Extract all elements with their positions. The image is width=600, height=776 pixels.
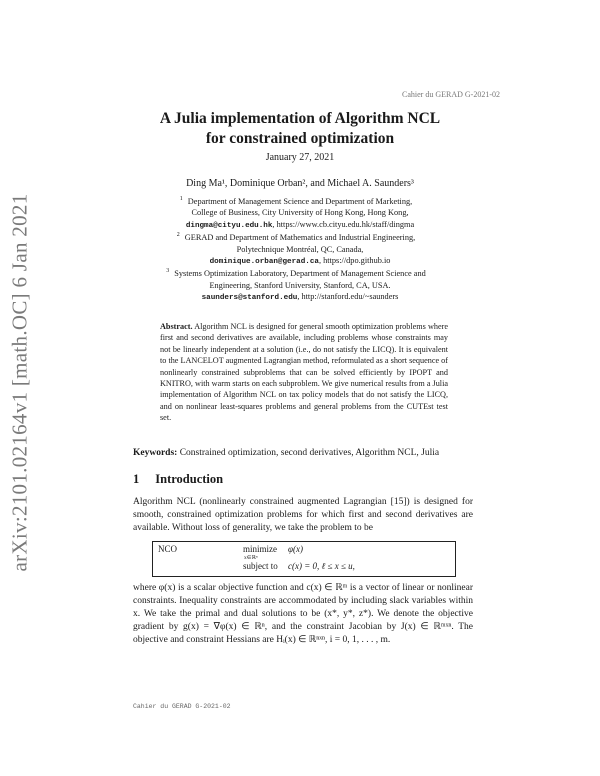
affiliation-3-email[interactable]: saunders@stanford.edu (201, 294, 298, 303)
nco-subject-to: subject to (243, 561, 278, 571)
keywords (133, 448, 439, 458)
section-heading (133, 472, 223, 487)
affiliation-3-line1: Systems Optimization Laboratory, Department of Management Science and (174, 269, 426, 279)
nco-problem-box (152, 541, 456, 577)
paper-date: January 27, 2021 (265, 152, 335, 163)
nco-minimize-subscript: x∈ℝⁿ (244, 555, 258, 561)
section-number: 1 (133, 472, 140, 486)
abstract-label: Abstract. (160, 322, 193, 331)
affiliation-1-line2: College of Business, City University of Hong Kong, Hong Kong, (191, 208, 409, 218)
affiliation-1 (150, 196, 450, 232)
title-line-2: for constrained optimization (205, 130, 395, 147)
nco-constraints: c(x) = 0, ℓ ≤ x ≤ u, (288, 561, 355, 571)
abstract-text: Algorithm NCL is designed for general smooth optimization problems where first and second derivatives are available, including problems whose constraints may not be linearly independent at a solution (i.e., do not satisfy the LICQ). It is equivalent to the LANCELOT augmented Lagrangian method, reformulated as a short sequence of nonlinearly constrained subproblems that can be solved efficiently by IPOPT and KNITRO, with warm starts on each subproblem. We give numerical results from a Julia implementation of Algorithm NCL on tax policy models that do not satisfy the LICQ, and on nonlinear least-squares problems and general problems from the CUTEst test set. (160, 322, 448, 423)
affiliations (150, 196, 450, 305)
nco-minimize: minimize (243, 544, 277, 554)
arxiv-id: arXiv:2101.02164v1 [math.OC] 6 Jan 2021 (7, 193, 32, 572)
affiliation-3-url[interactable]: , http://stanford.edu/~saunders (297, 292, 399, 302)
section-title: Introduction (155, 472, 224, 486)
affiliation-3-num: 3 (166, 268, 170, 275)
keywords-text: Constrained optimization, second derivatives, Algorithm NCL, Julia (179, 448, 440, 458)
affiliation-1-url[interactable]: , https://www.cb.cityu.edu.hk/staff/dingma (272, 219, 415, 229)
affiliation-1-num: 1 (179, 196, 183, 202)
paper-title (0, 109, 600, 149)
affiliation-2 (150, 232, 450, 268)
affiliation-2-num: 2 (176, 232, 180, 239)
affiliation-2-line2: Polytechnique Montréal, QC, Canada, (236, 244, 364, 254)
intro-paragraph-1: Algorithm NCL (nonlinearly constrained augmented Lagrangian [15]) is designed for smooth, constrained optimization problems for which first and second derivatives are available. Without loss of generality, we take the problem to be (133, 497, 473, 533)
footer-tag: Cahier du GERAD G-2021-02 (133, 703, 231, 710)
keywords-label: Keywords: (133, 448, 178, 458)
intro-paragraph-2: where φ(x) is a scalar objective function and c(x) ∈ ℝᵐ is a vector of linear or nonlinear constraints. Inequality constraints are accommodated by including slack variables within x. We take the primal and dual solutions to be (x*, y*, z*). We denote the objective gradient by g(x) = ∇φ(x) ∈ ℝⁿ, and the constraint Jacobian by J(x) ∈ ℝᵐˣⁿ. The objective and constraint Hessians are Hᵢ(x) ∈ ℝⁿˣⁿ, i = 0, 1, . . . , m. (133, 583, 473, 645)
affiliation-2-line1: GERAD and Department of Mathematics and Industrial Engineering, (184, 233, 416, 243)
title-line-1: A Julia implementation of Algorithm NCL (159, 110, 441, 127)
nco-label: NCO (158, 544, 178, 554)
affiliation-2-url[interactable]: , https://dpo.github.io (318, 256, 391, 266)
affiliation-3-line2: Engineering, Stanford University, Stanford, CA, USA. (209, 280, 391, 290)
abstract (160, 321, 448, 424)
affiliation-2-email[interactable]: dominique.orban@gerad.ca (209, 258, 319, 267)
authors: Ding Ma¹, Dominique Orban², and Michael A. Saunders³ (186, 178, 414, 189)
affiliation-1-email[interactable]: dingma@cityu.edu.hk (185, 221, 273, 230)
header-tag: Cahier du GERAD G-2021-02 (402, 90, 500, 99)
affiliation-3 (150, 268, 450, 304)
nco-objective: φ(x) (288, 544, 303, 554)
affiliation-1-line1: Department of Management Science and Department of Marketing, (187, 197, 413, 206)
